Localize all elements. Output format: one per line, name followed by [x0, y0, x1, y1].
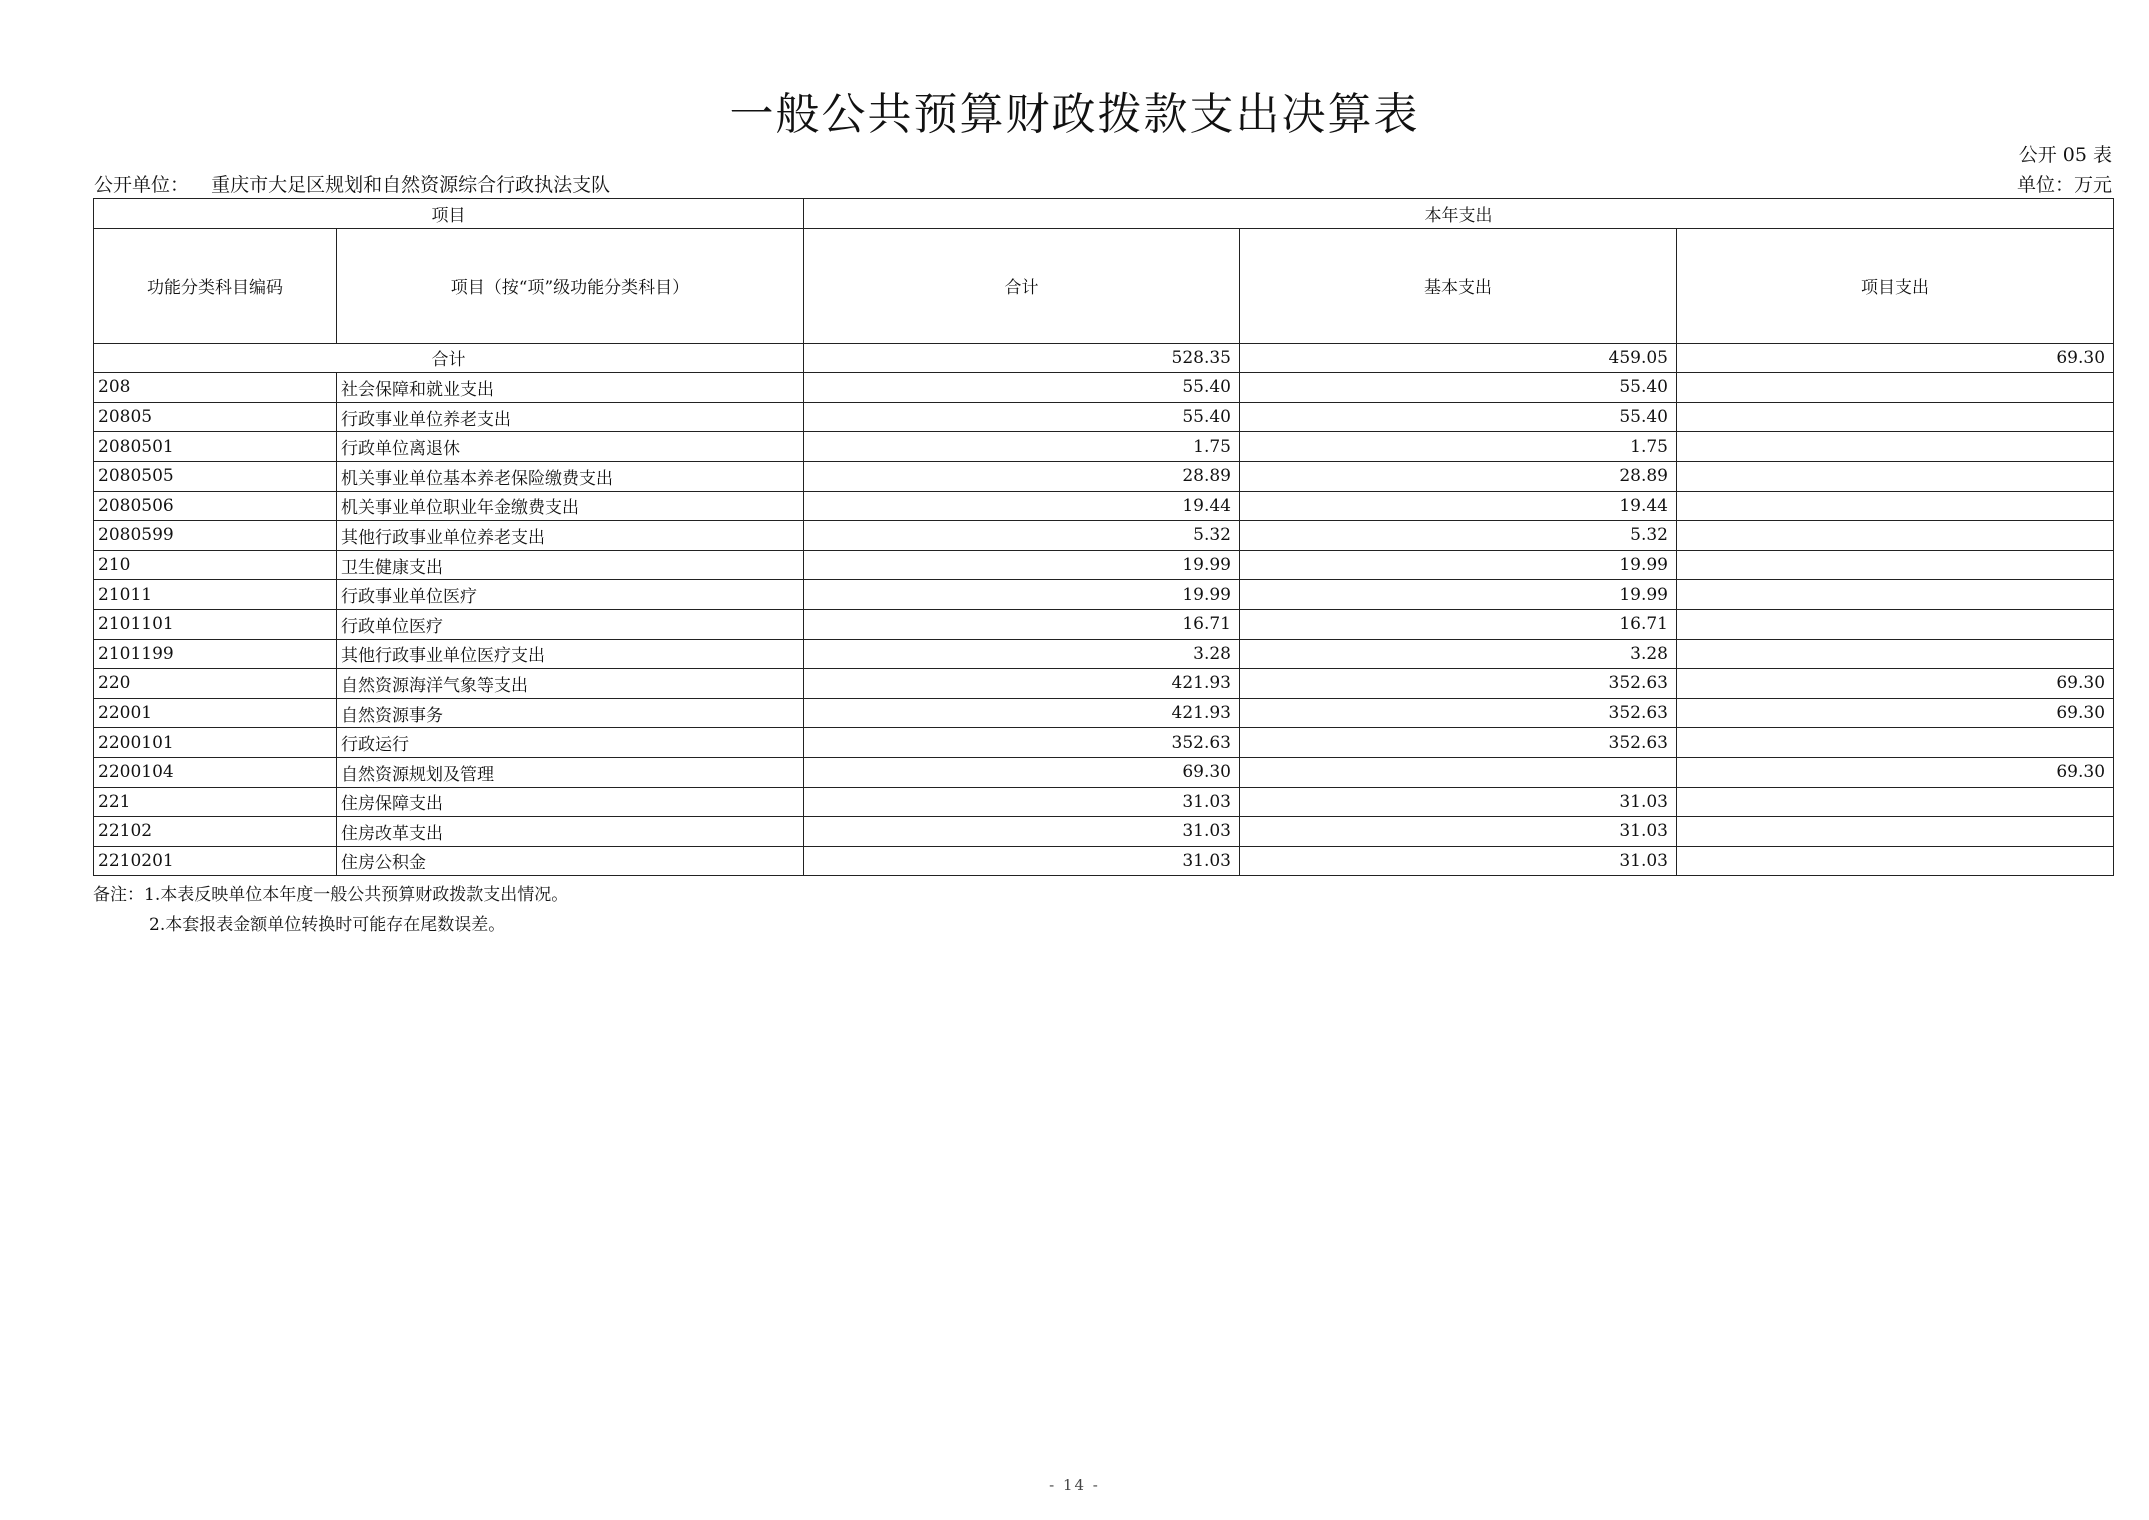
row-basic: 352.63 — [1240, 669, 1677, 699]
table-row — [94, 787, 2114, 817]
row-total: 31.03 — [804, 846, 1240, 876]
row-basic — [1240, 757, 1677, 787]
row-project — [1677, 609, 2114, 639]
row-total: 352.63 — [804, 728, 1240, 758]
table-row — [94, 698, 2114, 728]
row-name: 住房保障支出 — [337, 787, 804, 817]
row-project — [1677, 639, 2114, 669]
expenditure-table — [93, 198, 2114, 876]
total-row-label: 合计 — [94, 343, 804, 373]
row-code: 2200101 — [94, 728, 337, 758]
page-title: 一般公共预算财政拨款支出决算表 — [729, 89, 1420, 140]
meta-row — [94, 170, 2112, 196]
table-row — [94, 550, 2114, 580]
total-row — [94, 343, 2114, 373]
row-name: 其他行政事业单位养老支出 — [337, 521, 804, 551]
row-code: 208 — [94, 373, 337, 403]
row-code: 2210201 — [94, 846, 337, 876]
row-project: 69.30 — [1677, 698, 2114, 728]
row-basic: 31.03 — [1240, 817, 1677, 847]
row-code: 2080506 — [94, 491, 337, 521]
row-name: 自然资源规划及管理 — [337, 757, 804, 787]
row-project — [1677, 521, 2114, 551]
reporting-unit-label: 公开单位： — [94, 174, 190, 196]
page-number: - 14 - — [1049, 1476, 1100, 1494]
row-code: 2101101 — [94, 609, 337, 639]
total-row-basic: 459.05 — [1240, 343, 1677, 373]
table-row — [94, 817, 2114, 847]
row-basic: 5.32 — [1240, 521, 1677, 551]
row-basic: 352.63 — [1240, 698, 1677, 728]
table-row — [94, 728, 2114, 758]
row-basic: 19.44 — [1240, 491, 1677, 521]
row-total: 16.71 — [804, 609, 1240, 639]
row-basic: 31.03 — [1240, 787, 1677, 817]
col-project-header: 项目支出 — [1677, 228, 2114, 343]
currency-unit: 单位：万元 — [2016, 174, 2112, 196]
row-total: 421.93 — [804, 698, 1240, 728]
row-name: 其他行政事业单位医疗支出 — [337, 639, 804, 669]
row-project: 69.30 — [1677, 669, 2114, 699]
row-name: 自然资源事务 — [337, 698, 804, 728]
row-project — [1677, 787, 2114, 817]
table-row — [94, 521, 2114, 551]
table-row — [94, 432, 2114, 462]
row-code: 2080501 — [94, 432, 337, 462]
col-code-header: 功能分类科目编码 — [94, 228, 337, 343]
table-row — [94, 491, 2114, 521]
row-code: 2101199 — [94, 639, 337, 669]
row-total: 5.32 — [804, 521, 1240, 551]
row-code: 2200104 — [94, 757, 337, 787]
row-total: 1.75 — [804, 432, 1240, 462]
row-basic: 3.28 — [1240, 639, 1677, 669]
row-name: 行政单位离退休 — [337, 432, 804, 462]
row-total: 69.30 — [804, 757, 1240, 787]
row-code: 21011 — [94, 580, 337, 610]
row-name: 住房改革支出 — [337, 817, 804, 847]
row-code: 22102 — [94, 817, 337, 847]
row-name: 住房公积金 — [337, 846, 804, 876]
row-total: 31.03 — [804, 787, 1240, 817]
row-project — [1677, 491, 2114, 521]
table-row — [94, 373, 2114, 403]
row-basic: 31.03 — [1240, 846, 1677, 876]
reporting-unit — [94, 170, 610, 197]
row-basic: 28.89 — [1240, 461, 1677, 491]
row-name: 行政单位医疗 — [337, 609, 804, 639]
row-name: 行政事业单位养老支出 — [337, 402, 804, 432]
row-total: 421.93 — [804, 669, 1240, 699]
table-row — [94, 402, 2114, 432]
row-project — [1677, 402, 2114, 432]
row-name: 机关事业单位基本养老保险缴费支出 — [337, 461, 804, 491]
row-name: 自然资源海洋气象等支出 — [337, 669, 804, 699]
row-total: 31.03 — [804, 817, 1240, 847]
total-row-project: 69.30 — [1677, 343, 2114, 373]
row-total: 19.99 — [804, 550, 1240, 580]
note-line-1: 备注：1.本表反映单位本年度一般公共预算财政拨款支出情况。 — [93, 885, 569, 905]
note-line-2: 2.本套报表金额单位转换时可能存在尾数误差。 — [149, 915, 506, 935]
row-basic: 352.63 — [1240, 728, 1677, 758]
row-code: 220 — [94, 669, 337, 699]
header-row-2 — [94, 228, 2114, 343]
header-current-year: 本年支出 — [804, 199, 2114, 229]
reporting-unit-name: 重庆市大足区规划和自然资源综合行政执法支队 — [211, 174, 611, 196]
row-project — [1677, 373, 2114, 403]
row-code: 210 — [94, 550, 337, 580]
table-row — [94, 609, 2114, 639]
table-row — [94, 669, 2114, 699]
header-item: 项目 — [94, 199, 804, 229]
row-project — [1677, 432, 2114, 462]
row-name: 机关事业单位职业年金缴费支出 — [337, 491, 804, 521]
row-total: 55.40 — [804, 402, 1240, 432]
row-code: 2080505 — [94, 461, 337, 491]
col-total-header: 合计 — [804, 228, 1240, 343]
row-total: 19.44 — [804, 491, 1240, 521]
row-project — [1677, 461, 2114, 491]
row-name: 行政事业单位医疗 — [337, 580, 804, 610]
row-total: 19.99 — [804, 580, 1240, 610]
col-name-header: 项目（按“项”级功能分类科目） — [337, 228, 804, 343]
row-project: 69.30 — [1677, 757, 2114, 787]
row-code: 20805 — [94, 402, 337, 432]
row-basic: 16.71 — [1240, 609, 1677, 639]
row-total: 28.89 — [804, 461, 1240, 491]
total-row-total: 528.35 — [804, 343, 1240, 373]
table-row — [94, 757, 2114, 787]
table-row — [94, 580, 2114, 610]
row-code: 221 — [94, 787, 337, 817]
row-basic: 55.40 — [1240, 373, 1677, 403]
row-project — [1677, 817, 2114, 847]
row-name: 卫生健康支出 — [337, 550, 804, 580]
table-row — [94, 846, 2114, 876]
row-project — [1677, 580, 2114, 610]
notes — [93, 880, 568, 940]
row-basic: 19.99 — [1240, 580, 1677, 610]
row-project — [1677, 550, 2114, 580]
row-project — [1677, 846, 2114, 876]
row-basic: 55.40 — [1240, 402, 1677, 432]
row-basic: 1.75 — [1240, 432, 1677, 462]
row-name: 社会保障和就业支出 — [337, 373, 804, 403]
table-row — [94, 461, 2114, 491]
col-basic-header: 基本支出 — [1240, 228, 1677, 343]
row-code: 2080599 — [94, 521, 337, 551]
row-name: 行政运行 — [337, 728, 804, 758]
row-total: 3.28 — [804, 639, 1240, 669]
row-code: 22001 — [94, 698, 337, 728]
row-total: 55.40 — [804, 373, 1240, 403]
table-row — [94, 639, 2114, 669]
row-project — [1677, 728, 2114, 758]
row-basic: 19.99 — [1240, 550, 1677, 580]
form-number: 公开 05 表 — [2018, 144, 2112, 166]
header-row-1 — [94, 199, 2114, 229]
